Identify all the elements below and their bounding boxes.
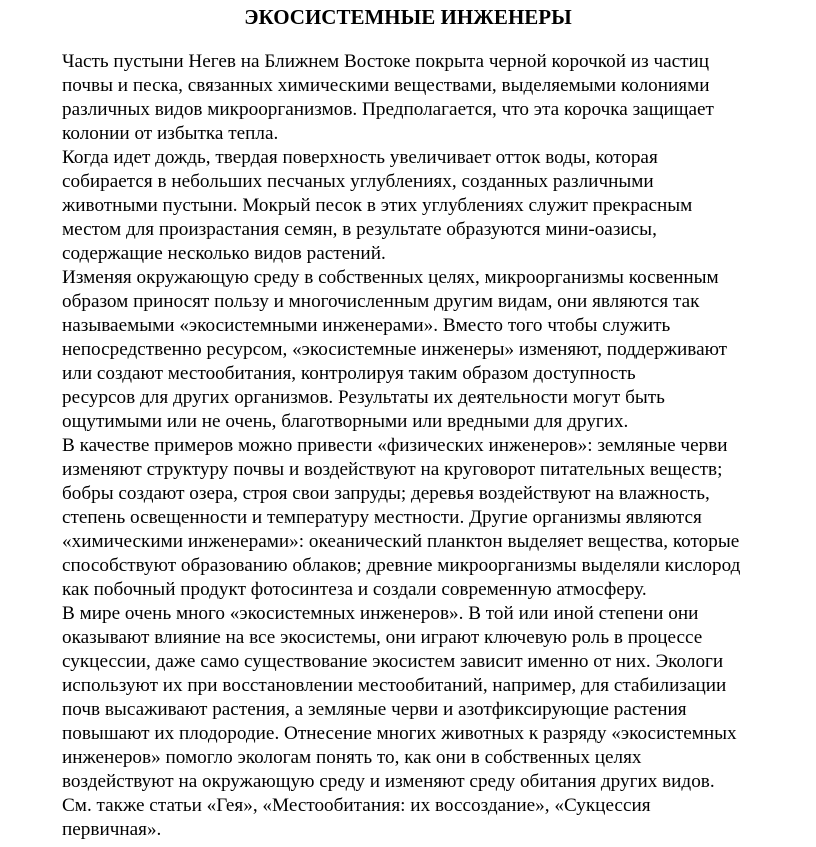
text-line: ощутимыми или не очень, благотворными или вредными для других. (62, 411, 629, 432)
text-line: способствуют образованию облаков; древние микроорганизмы выделяли кислород (62, 555, 741, 576)
text-line: воздействуют на окружающую среду и изменяют среду обитания других видов. (62, 771, 715, 792)
text-line: оказывают влияние на все экосистемы, они играют ключевую роль в процессе (62, 627, 703, 648)
text-line: изменяют структуру почвы и воздействуют на круговорот питательных веществ; (62, 459, 723, 480)
text-line: ресурсов для других организмов. Результаты их деятельности могут быть (62, 387, 665, 408)
text-line: животными пустыни. Мокрый песок в этих углублениях служит прекрасным (62, 195, 693, 216)
text-line: собирается в небольших песчаных углублениях, созданных различными (62, 171, 654, 192)
text-line: первичная». (62, 819, 162, 840)
text-line: «химическими инженерами»: океанический планктон выделяет вещества, которые (62, 531, 740, 552)
text-line: или создают местообитания, контролируя таким образом доступность (62, 363, 636, 384)
text-line: как побочный продукт фотосинтеза и создали современную атмосферу. (62, 579, 647, 600)
text-line: повышают их плодородие. Отнесение многих животных к разряду «экосистемных (62, 723, 737, 744)
text-line: сукцессии, даже само существование экосистем зависит именно от них. Экологи (62, 651, 724, 672)
text-line: степень освещенности и температуру местности. Другие организмы являются (62, 507, 702, 528)
document-body (62, 50, 810, 842)
text-line: непосредственно ресурсом, «экосистемные инженеры» изменяют, поддерживают (62, 339, 728, 360)
text-line: В мире очень много «экосистемных инженеров». В той или иной степени они (62, 603, 699, 624)
text-line: Когда идет дождь, твердая поверхность увеличивает отток воды, которая (62, 147, 658, 168)
text-line: См. также статьи «Гея», «Местообитания: их воссоздание», «Сукцессия (62, 795, 651, 816)
text-line: образом приносят пользу и многочисленным другим видам, они являются так (62, 291, 700, 312)
text-line: используют их при восстановлении местообитаний, например, для стабилизации (62, 675, 727, 696)
text-line: В качестве примеров можно привести «физических инженеров»: земляные черви (62, 435, 728, 456)
text-line: содержащие несколько видов растений. (62, 243, 386, 264)
text-line: бобры создают озера, строя свои запруды; деревья воздействуют на влажность, (62, 483, 710, 504)
text-line: различных видов микроорганизмов. Предполагается, что эта корочка защищает (62, 99, 714, 120)
text-line: Часть пустыни Негев на Ближнем Востоке покрыта черной корочкой из частиц (62, 51, 710, 72)
text-line: почв высаживают растения, а земляные черви и азотфиксирующие растения (62, 699, 687, 720)
text-line: колонии от избытка тепла. (62, 123, 279, 144)
text-line: инженеров» помогло экологам понять то, как они в собственных целях (62, 747, 642, 768)
text-line: почвы и песка, связанных химическими веществами, выделяемыми колониями (62, 75, 710, 96)
document-title: ЭКОСИСТЕМНЫЕ ИНЖЕНЕРЫ (244, 5, 572, 29)
text-line: Изменяя окружающую среду в собственных целях, микроорганизмы косвенным (62, 267, 719, 288)
text-line: называемыми «экосистемными инженерами». Вместо того чтобы служить (62, 315, 671, 336)
text-line: местом для произрастания семян, в результате образуются мини-оазисы, (62, 219, 657, 240)
